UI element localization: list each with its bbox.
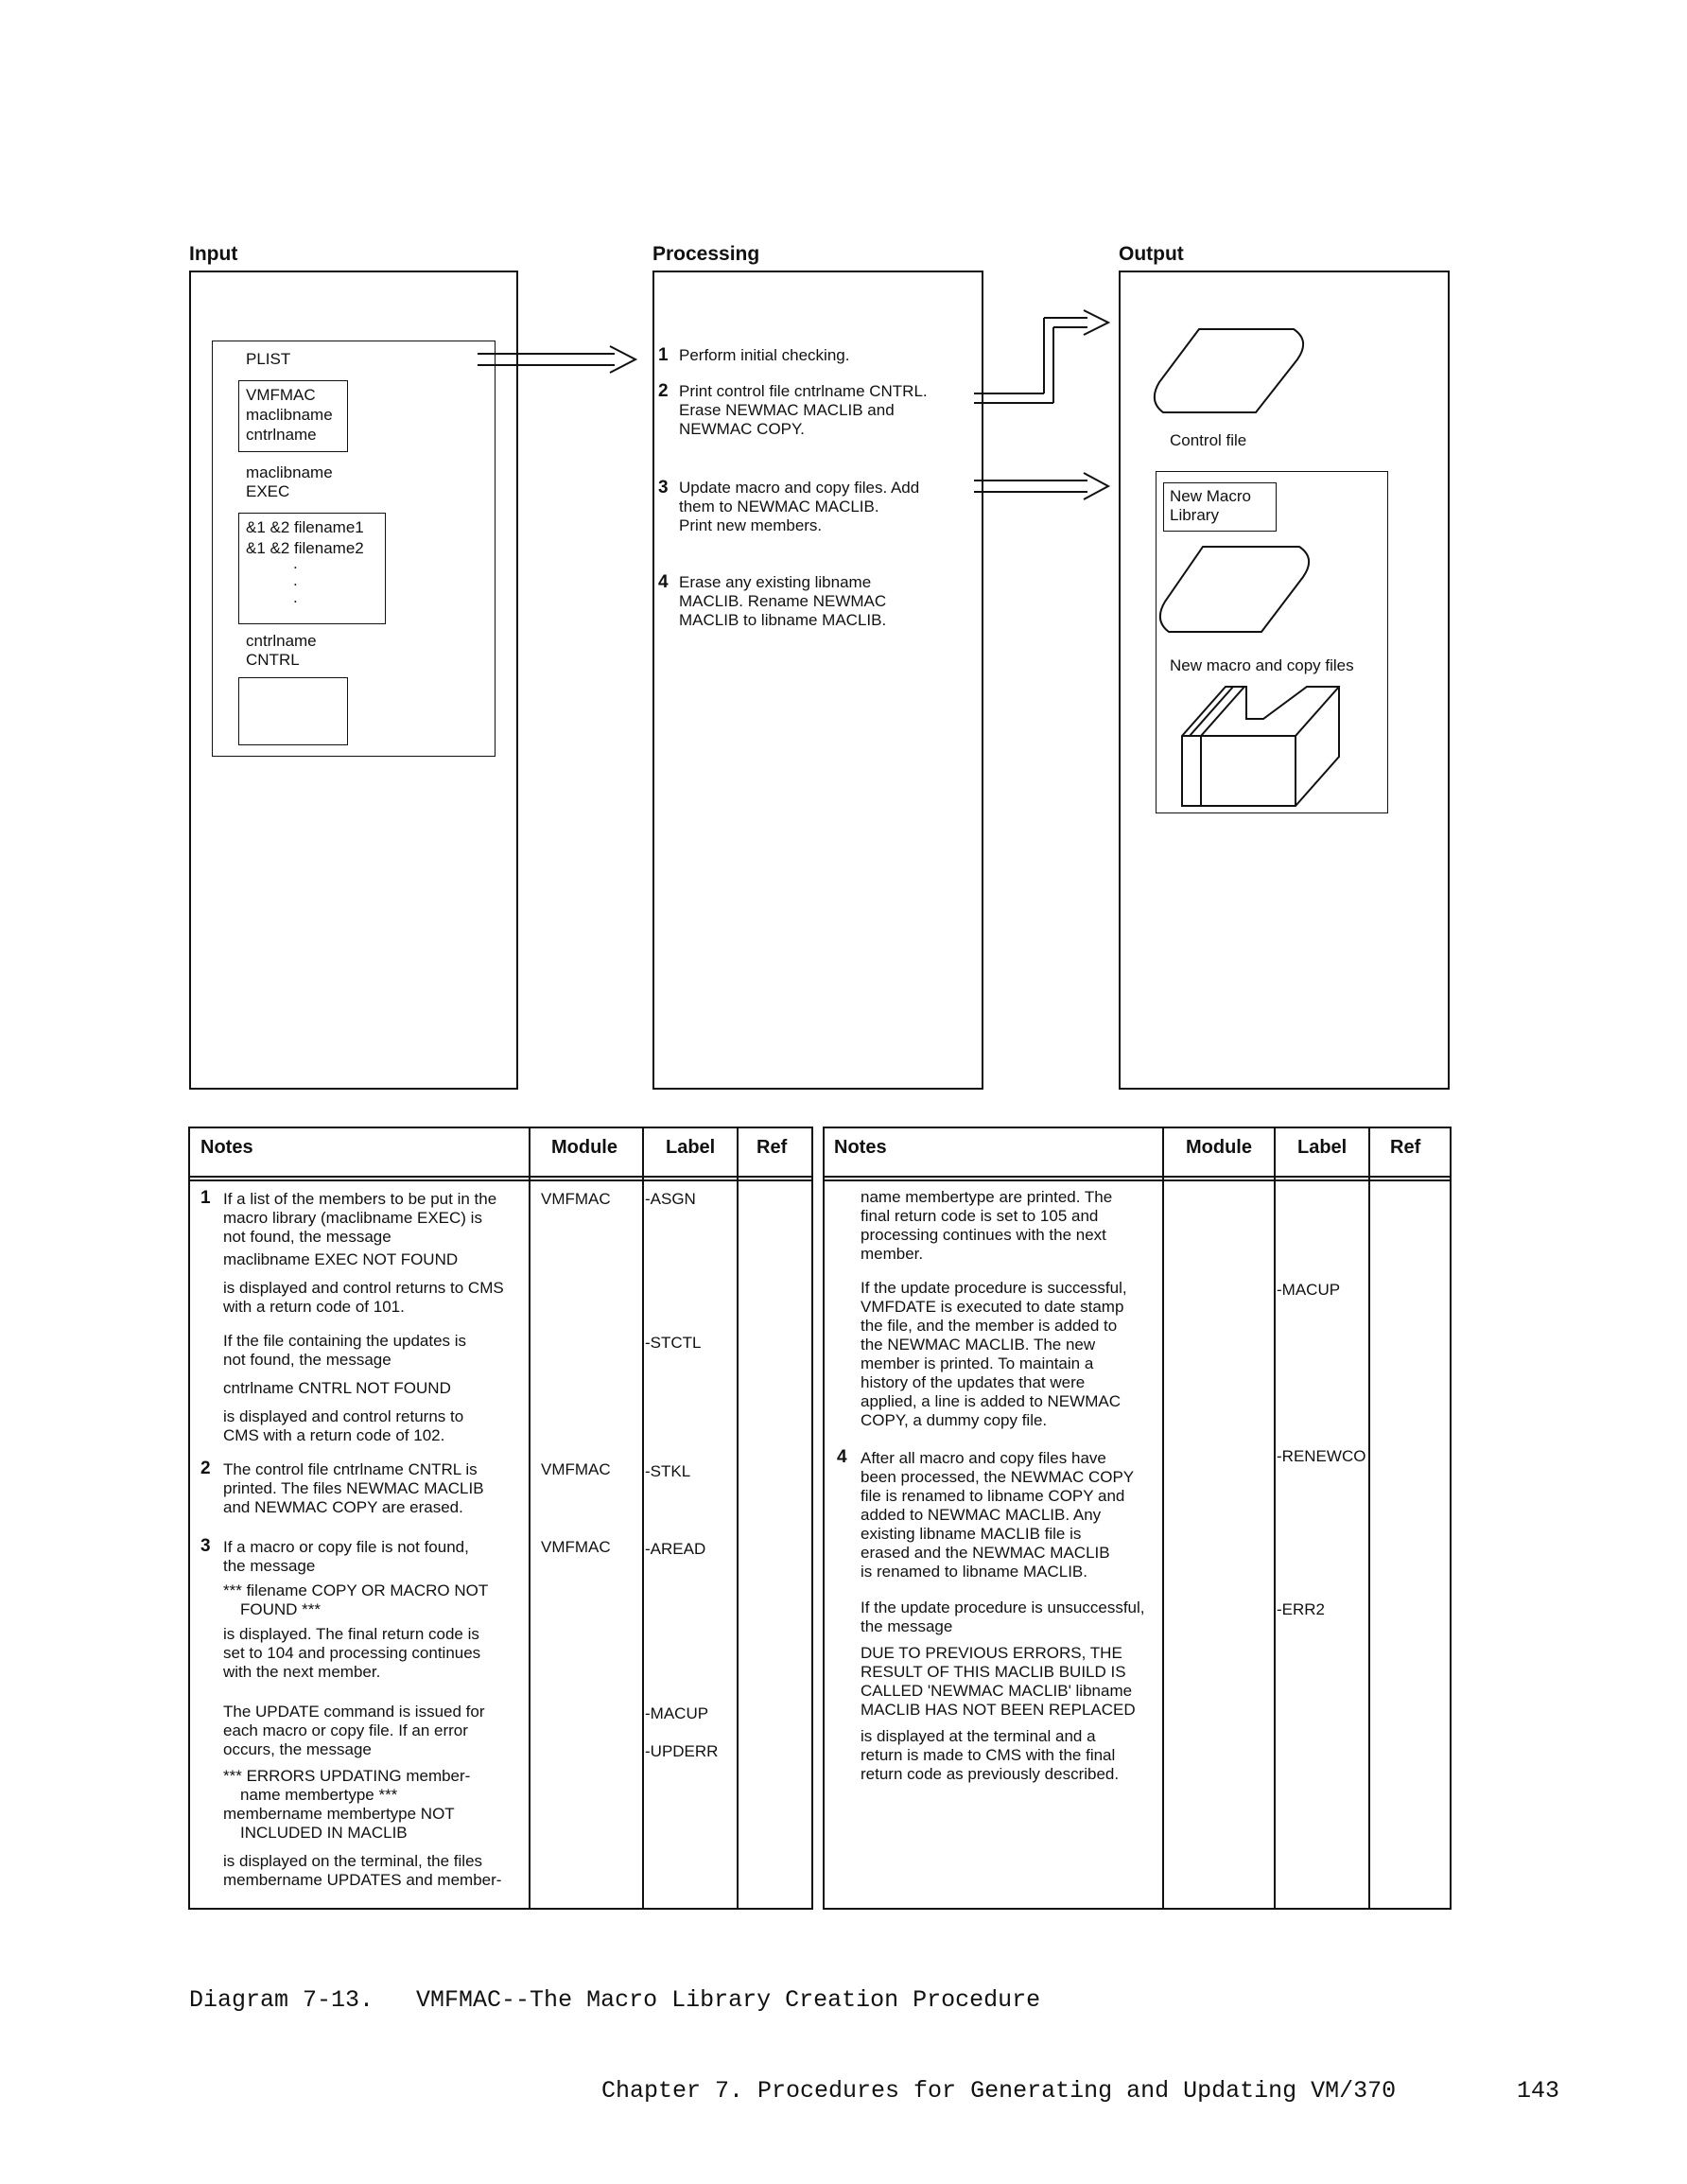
note-line: After all macro and copy files have: [861, 1449, 1106, 1467]
note-3-update-text: [223, 1703, 485, 1759]
note-1-cntrl-result: [223, 1407, 463, 1445]
note-line: not found, the message: [223, 1228, 391, 1246]
message-line: RESULT OF THIS MACLIB BUILD IS: [861, 1663, 1126, 1681]
note-line: occurs, the message: [223, 1740, 372, 1758]
note-3-update-result: [223, 1852, 501, 1890]
note-line: is displayed at the terminal and a: [861, 1727, 1096, 1745]
cntrl-label-2: CNTRL: [246, 651, 300, 669]
note-line: VMFDATE is executed to date stamp: [861, 1298, 1124, 1316]
note-line: the message: [861, 1617, 953, 1635]
step-4-line-2: MACLIB. Rename NEWMAC: [679, 592, 887, 610]
new-files-document-icon: [1160, 547, 1309, 632]
note-line: the NEWMAC MACLIB. The new: [861, 1336, 1096, 1354]
note-line: If a macro or copy file is not found,: [223, 1538, 469, 1556]
cntrl-label-1: cntrlname: [246, 632, 317, 650]
note-line: COPY, a dummy copy file.: [861, 1411, 1048, 1429]
library-label-1: New Macro: [1170, 487, 1251, 505]
chapter-footer: Chapter 7. Procedures for Generating and Updating VM/370: [601, 2077, 1397, 2105]
label-renewco: -RENEWCO: [1277, 1447, 1366, 1465]
note-line: CMS with a return code of 102.: [223, 1426, 445, 1444]
note-line: If the update procedure is unsuccessful,: [861, 1599, 1145, 1616]
note-line: If the update procedure is successful,: [861, 1279, 1127, 1297]
note-line: is displayed. The final return code is: [223, 1625, 479, 1643]
note-3-number: 3: [200, 1536, 211, 1556]
left-module-header: Module: [551, 1137, 617, 1158]
note-line: name membertype are printed. The: [861, 1188, 1113, 1206]
step-3-line-2: them to NEWMAC MACLIB.: [679, 498, 879, 515]
note-line: existing libname MACLIB file is: [861, 1525, 1082, 1543]
disk-storage-icon: [1182, 687, 1339, 806]
message-cntrl-not-found: cntrlname CNTRL NOT FOUND: [223, 1379, 451, 1397]
label-macup-right: -MACUP: [1277, 1281, 1341, 1299]
label-err2: -ERR2: [1277, 1600, 1326, 1618]
note-1-cntrl-text: [223, 1332, 466, 1370]
left-notes-header: Notes: [200, 1137, 253, 1158]
module-note-3: VMFMAC: [541, 1538, 611, 1556]
note-2-text: [223, 1460, 484, 1517]
note-line: return code as previously described.: [861, 1765, 1120, 1783]
note-line: membername UPDATES and member-: [223, 1871, 502, 1889]
message-line: *** ERRORS UPDATING member-: [223, 1767, 471, 1785]
note-1-result: [223, 1279, 504, 1317]
step-2-line-1: Print control file cntrlname CNTRL.: [679, 382, 928, 400]
note-line: is renamed to libname MACLIB.: [861, 1563, 1087, 1581]
output-header: Output: [1119, 243, 1184, 265]
plist-field-3: cntrlname: [246, 426, 317, 444]
note-line: erased and the NEWMAC MACLIB: [861, 1544, 1110, 1562]
note-line: If the file containing the updates is: [223, 1332, 467, 1350]
exec-label-1: maclibname: [246, 463, 333, 481]
note-4-text: [861, 1449, 1134, 1581]
note-line: is displayed on the terminal, the files: [223, 1852, 483, 1870]
note-line: printed. The files NEWMAC MACLIB: [223, 1479, 484, 1497]
note-3-result: [223, 1625, 480, 1682]
note-4-unsuccessful: [861, 1599, 1145, 1636]
plist-label: PLIST: [246, 350, 291, 368]
note-line: final return code is set to 105 and: [861, 1207, 1099, 1225]
exec-label-2: EXEC: [246, 482, 290, 500]
exec-line-2: &1 &2 filename2: [246, 539, 364, 557]
step-2-line-3: NEWMAC COPY.: [679, 420, 805, 438]
note-1-text: [223, 1190, 496, 1247]
note-line: with the next member.: [223, 1663, 381, 1681]
label-upderr: -UPDERR: [645, 1742, 719, 1760]
label-stctl: -STCTL: [645, 1334, 702, 1352]
message-line: membername membertype NOT: [223, 1805, 455, 1823]
note-line: history of the updates that were: [861, 1373, 1086, 1391]
step-4-line-3: MACLIB to libname MACLIB.: [679, 611, 887, 629]
message-line: INCLUDED IN MACLIB: [240, 1824, 408, 1842]
input-header: Input: [189, 243, 238, 265]
exec-dot-3: .: [293, 588, 298, 606]
message-exec-not-found: maclibname EXEC NOT FOUND: [223, 1250, 459, 1268]
step-3-number: 3: [658, 478, 669, 498]
note-line: applied, a line is added to NEWMAC: [861, 1392, 1121, 1410]
control-file-document-icon: [1155, 329, 1303, 412]
plist-field-1: VMFMAC: [246, 386, 316, 404]
note-line: member is printed. To maintain a: [861, 1354, 1094, 1372]
step-3-line-3: Print new members.: [679, 516, 823, 534]
page-number: 143: [1517, 2077, 1560, 2105]
exec-line-1: &1 &2 filename1: [246, 518, 364, 536]
step-4-line-1: Erase any existing libname: [679, 573, 872, 591]
note-line: the message: [223, 1557, 316, 1575]
library-label-2: Library: [1170, 506, 1219, 524]
note-line: is displayed and control returns to: [223, 1407, 464, 1425]
step-1-number: 1: [658, 345, 669, 365]
message-errors-updating: [223, 1767, 470, 1843]
note-line: been processed, the NEWMAC COPY: [861, 1468, 1135, 1486]
message-line: CALLED 'NEWMAC MACLIB' libname: [861, 1682, 1133, 1700]
step2-to-control-file-arrow: [974, 310, 1108, 403]
plist-field-2: maclibname: [246, 406, 333, 424]
left-ref-header: Ref: [757, 1137, 788, 1158]
note-3-success: [861, 1279, 1127, 1430]
label-macup-left: -MACUP: [645, 1704, 709, 1722]
message-line: *** filename COPY OR MACRO NOT: [223, 1581, 489, 1599]
note-line: each macro or copy file. If an error: [223, 1721, 468, 1739]
control-file-label: Control file: [1170, 431, 1247, 449]
note-line: is displayed and control returns to CMS: [223, 1279, 504, 1297]
message-line: MACLIB HAS NOT BEEN REPLACED: [861, 1701, 1136, 1719]
step3-to-library-arrow: [974, 473, 1108, 499]
note-3-continued: [861, 1188, 1112, 1264]
label-asgn: -ASGN: [645, 1190, 696, 1208]
note-1-number: 1: [200, 1188, 211, 1208]
note-4-result: [861, 1727, 1119, 1784]
message-line: FOUND ***: [240, 1600, 322, 1618]
module-note-1: VMFMAC: [541, 1190, 611, 1208]
diagram-caption: Diagram 7-13. VMFMAC--The Macro Library Creation Procedure: [189, 1986, 1041, 2014]
note-line: and NEWMAC COPY are erased.: [223, 1498, 463, 1516]
processing-header: Processing: [652, 243, 760, 265]
exec-dot-1: .: [293, 554, 298, 572]
label-aread: -AREAD: [645, 1540, 706, 1558]
note-2-number: 2: [200, 1459, 211, 1478]
plist-to-processing-arrow: [478, 346, 635, 373]
note-line: not found, the message: [223, 1351, 391, 1369]
note-line: file is renamed to libname COPY and: [861, 1487, 1125, 1505]
note-line: The UPDATE command is issued for: [223, 1703, 485, 1721]
step-1-line-1: Perform initial checking.: [679, 346, 850, 364]
new-files-label: New macro and copy files: [1170, 656, 1354, 674]
right-label-header: Label: [1297, 1137, 1348, 1158]
note-4-number: 4: [837, 1447, 847, 1467]
label-stkl: -STKL: [645, 1462, 691, 1480]
message-line: name membertype ***: [240, 1786, 398, 1804]
message-line: DUE TO PREVIOUS ERRORS, THE: [861, 1644, 1122, 1662]
note-3-text: [223, 1538, 469, 1576]
note-line: The control file cntrlname CNTRL is: [223, 1460, 478, 1478]
step-2-number: 2: [658, 381, 669, 401]
right-module-header: Module: [1186, 1137, 1252, 1158]
module-note-2: VMFMAC: [541, 1460, 611, 1478]
note-line: with a return code of 101.: [223, 1298, 405, 1316]
note-line: processing continues with the next: [861, 1226, 1106, 1244]
step-2-line-2: Erase NEWMAC MACLIB and: [679, 401, 895, 419]
note-line: return is made to CMS with the final: [861, 1746, 1116, 1764]
left-label-header: Label: [666, 1137, 716, 1158]
note-line: set to 104 and processing continues: [223, 1644, 481, 1662]
note-line: If a list of the members to be put in the: [223, 1190, 497, 1208]
right-notes-header: Notes: [834, 1137, 887, 1158]
right-ref-header: Ref: [1390, 1137, 1421, 1158]
note-line: member.: [861, 1245, 924, 1263]
note-line: added to NEWMAC MACLIB. Any: [861, 1506, 1102, 1524]
exec-dot-2: .: [293, 571, 298, 589]
note-line: the file, and the member is added to: [861, 1317, 1118, 1335]
message-previous-errors: [861, 1644, 1136, 1720]
step-3-line-1: Update macro and copy files. Add: [679, 479, 920, 497]
step-4-number: 4: [658, 572, 669, 592]
note-line: macro library (maclibname EXEC) is: [223, 1209, 482, 1227]
message-copy-macro-not-found: [223, 1581, 488, 1619]
